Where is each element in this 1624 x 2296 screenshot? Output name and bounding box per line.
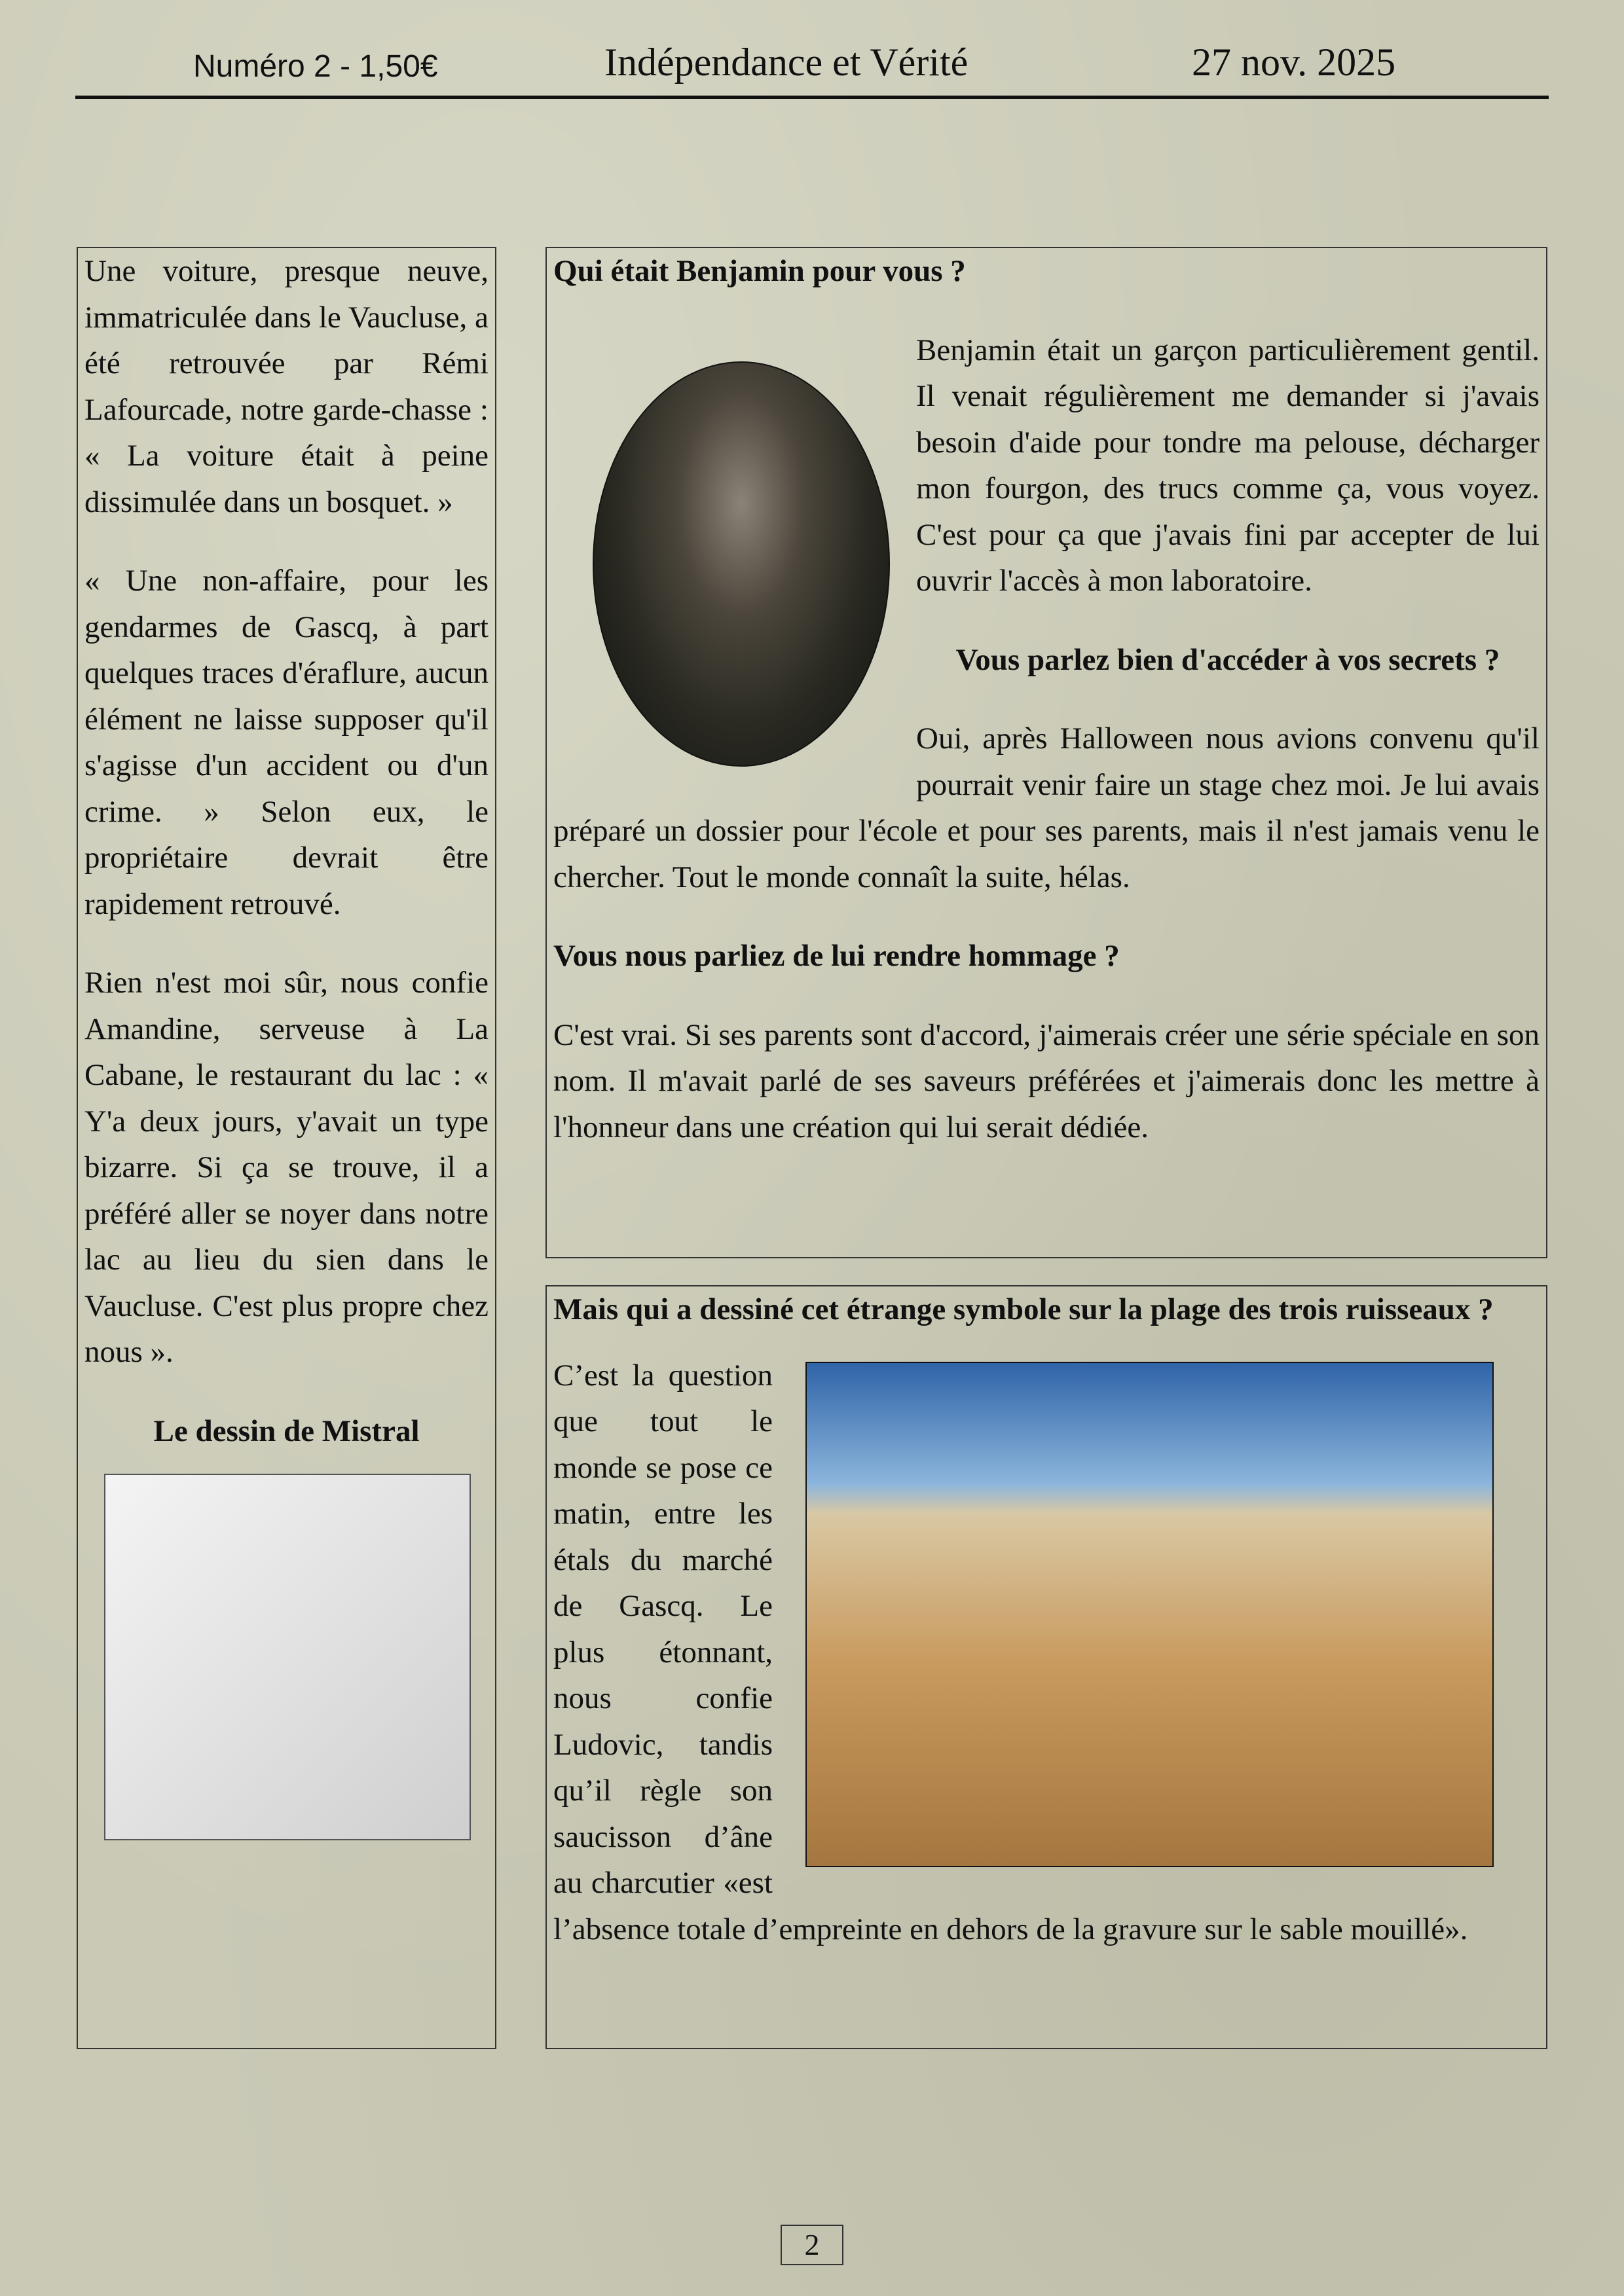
article-heading: Mais qui a dessiné cet étrange symbole sur la plage des trois ruisseaux ? xyxy=(553,1292,1494,1326)
portrait-image xyxy=(593,361,890,767)
symbol-article xyxy=(545,1285,1547,2049)
cartoon-image xyxy=(104,1474,471,1840)
newspaper-title: Indépendance et Vérité xyxy=(604,41,969,84)
page-number: 2 xyxy=(781,2225,843,2265)
interview-article xyxy=(545,247,1547,1258)
answer: C'est vrai. Si ses parents sont d'accord, j'aimerais créer une série spéciale en son nom. Il m'avait parlé de ses saveurs préférées et j'aimerais donc les mettre à l'honneur dans une création qui lui serait dédiée. xyxy=(553,1017,1540,1144)
left-column-article xyxy=(77,247,496,2049)
paragraph: « Une non-affaire, pour les gendarmes de Gascq, à part quelques traces d'éraflure, aucun élément ne laisse supposer qu'il s'agisse d'un accident ou d'un crime. » Selon eux, le propriétaire devrait être rapidement retrouvé. xyxy=(84,564,489,921)
question: Vous parlez bien d'accéder à vos secrets ? xyxy=(955,642,1500,677)
answer: Benjamin était un garçon particulièrement gentil. Il venait régulièrement me demander si j'avais besoin d'aide pour tondre ma pelouse, décharger mon fourgon, des trucs comme ça, vous voyez. C'est pour ça que j'avais fini par accepter de lui ouvrir l'accès à mon laboratoire. xyxy=(916,333,1540,598)
paragraph: Rien n'est moi sûr, nous confie Amandine, serveuse à La Cabane, le restaurant du lac : « Y'a deux jours, y'avait un type bizarre. Si ça se trouve, il a préféré aller se noyer dans notre lac au lieu du sien dans le Vaucluse. C'est plus propre chez nous ». xyxy=(84,966,489,1369)
issue-date: 27 nov. 2025 xyxy=(1192,41,1396,84)
question: Vous nous parliez de lui rendre hommage ? xyxy=(553,939,1120,973)
article-body: C’est la question que tout le monde se pose ce matin, entre les étals du marché de Gascq. Le plus étonnant, nous confie Ludovic, tandis qu’il règle son saucisson d’âne au charcutier «est l’absence totale d’empreinte en dehors de la gravure sur le sable mouillé». xyxy=(553,1358,1468,1946)
question: Qui était Benjamin pour vous ? xyxy=(553,254,966,288)
header-rule xyxy=(75,96,1549,99)
cartoon-heading: Le dessin de Mistral xyxy=(153,1413,420,1448)
paragraph: Une voiture, presque neuve, immatriculée dans le Vaucluse, a été retrouvée par Rémi Lafourcade, notre garde-chasse : « La voiture était à peine dissimulée dans un bosquet. » xyxy=(84,254,489,519)
issue-number: Numéro 2 - 1,50€ xyxy=(193,49,438,84)
answer: Oui, après Halloween nous avions convenu qu'il pourrait venir faire un stage chez moi. Je lui avais préparé un dossier pour l'école et pour ses parents, mais il n'est jamais venu le chercher. Tout le monde connaît la suite, hélas. xyxy=(553,721,1540,894)
beach-symbol-image xyxy=(805,1362,1494,1867)
